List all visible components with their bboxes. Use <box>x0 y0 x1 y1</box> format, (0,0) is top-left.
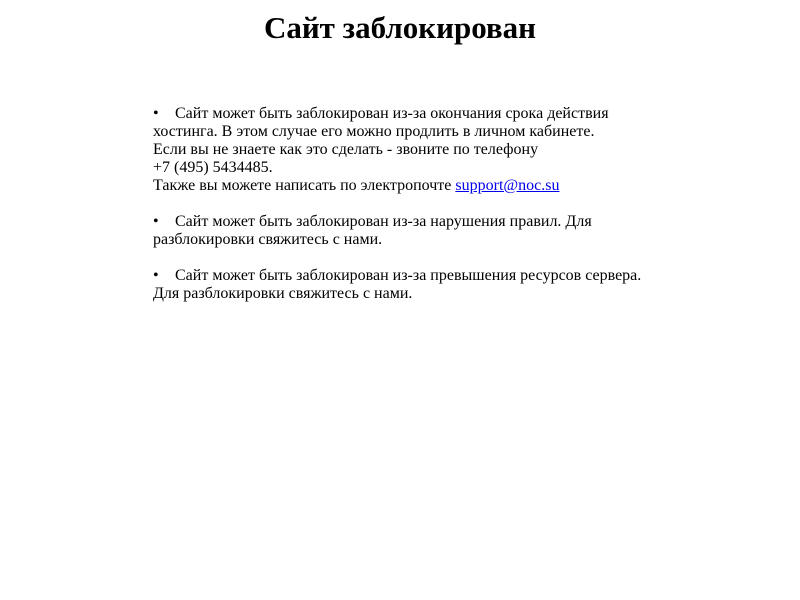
notice-line: •Сайт может быть заблокирован из-за превышения ресурсов сервера. <box>153 267 653 285</box>
bullet-icon <box>153 267 175 285</box>
notice-resource-overuse <box>153 267 653 303</box>
notice-line: Если вы не знаете как это сделать - звоните по телефону <box>153 141 539 158</box>
notice-line: Для разблокировки свяжитесь с нами. <box>153 285 413 302</box>
notice-expired-hosting <box>153 105 653 195</box>
page-title: Сайт заблокирован <box>263 10 537 45</box>
email-line: Также вы можете написать по электропочте support@noc.su <box>153 177 560 194</box>
notice-line: разблокировки свяжитесь с нами. <box>153 231 383 248</box>
notice-line: •Сайт может быть заблокирован из-за окончания срока действия <box>153 105 653 123</box>
notice-rules-violation <box>153 213 653 249</box>
notice-list <box>153 105 653 321</box>
bullet-icon <box>153 213 175 231</box>
notice-line: хостинга. В этом случае его можно продлить в личном кабинете. <box>153 123 595 140</box>
support-email-link[interactable]: support@noc.su <box>455 177 560 194</box>
bullet-icon <box>153 105 175 123</box>
phone-number: +7 (495) 5434485. <box>153 159 273 176</box>
notice-line: •Сайт может быть заблокирован из-за нарушения правил. Для <box>153 213 653 231</box>
